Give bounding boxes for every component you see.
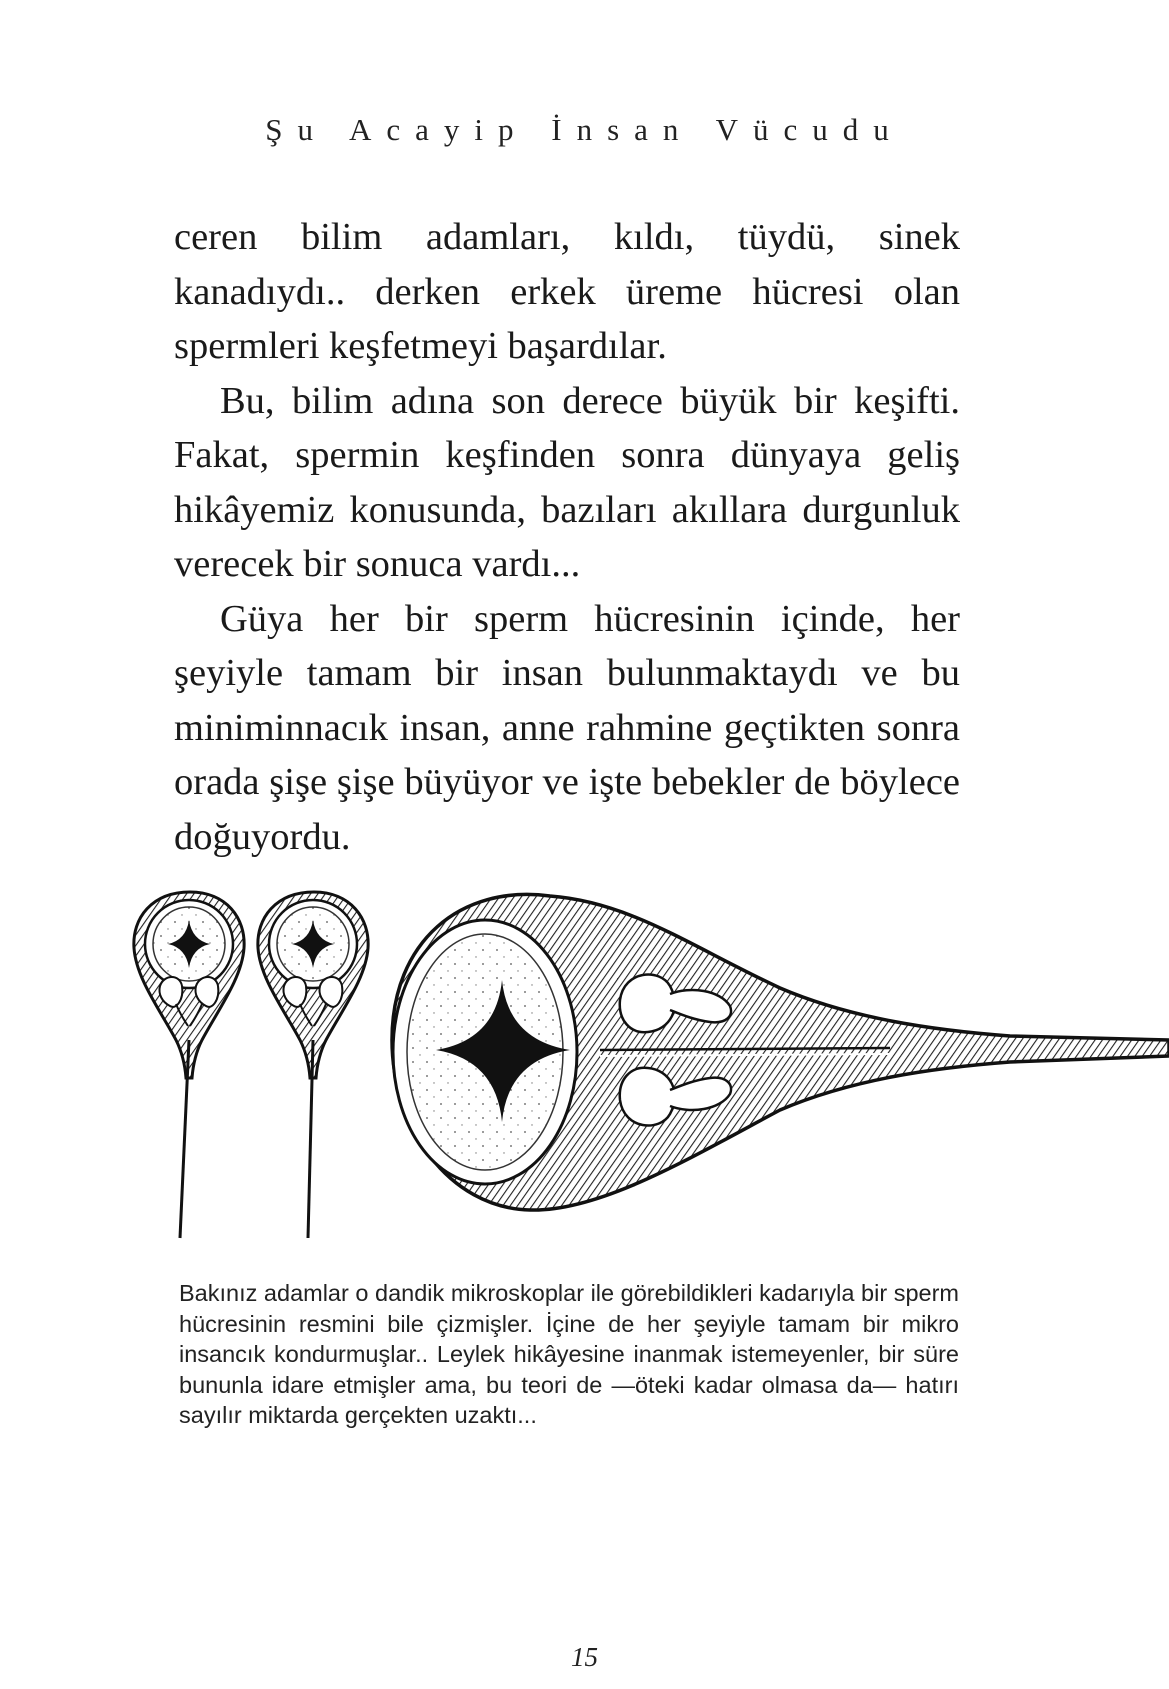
- running-header: Şu Acayip İnsan Vücudu: [265, 112, 904, 147]
- caption-text: Bakınız adamlar o dandik mikroskoplar ile görebildikleri kadarıyla bir sperm hücresinin resmini bile çizmişler. İçine de her şeyiyle tamam bir mikro insancık kondurmuşlar.. Leylek hikâyesine inanmak istemeyenler, bir süre bununla idare etmişler ama, bu teori de —öteki kadar olmasa da— hatırı sayılır miktarda gerçekten uzaktı...: [179, 1280, 959, 1428]
- figure-caption: [179, 1278, 959, 1431]
- small-sperm-left-icon: [134, 892, 244, 1238]
- large-sperm-icon: [392, 894, 1169, 1210]
- homunculus-figure: [130, 890, 1169, 1250]
- paragraph-2: Bu, bilim adına son derece büyük bir keşifti. Fakat, spermin keşfinden sonra dünyaya geliş hikâyemiz konusunda, bazıları akıllara durgunluk verecek bir sonuca vardı...: [174, 379, 960, 585]
- page-number: 15: [571, 1642, 598, 1672]
- small-sperm-right-icon: [258, 892, 368, 1238]
- paragraph-1: ceren bilim adamları, kıldı, tüydü, sinek kanadıydı.. derken erkek üreme hücresi olan spermleri keşfetmeyi başardılar.: [174, 216, 960, 367]
- body-text: [174, 210, 960, 864]
- paragraph-3: Güya her bir sperm hücresinin içinde, her şeyiyle tamam bir insan bulunmaktaydı ve bu miniminnacık insan, anne rahmine geçtikten sonra orada şişe şişe büyüyor ve işte bebekler de böylece doğuyordu.: [174, 597, 960, 858]
